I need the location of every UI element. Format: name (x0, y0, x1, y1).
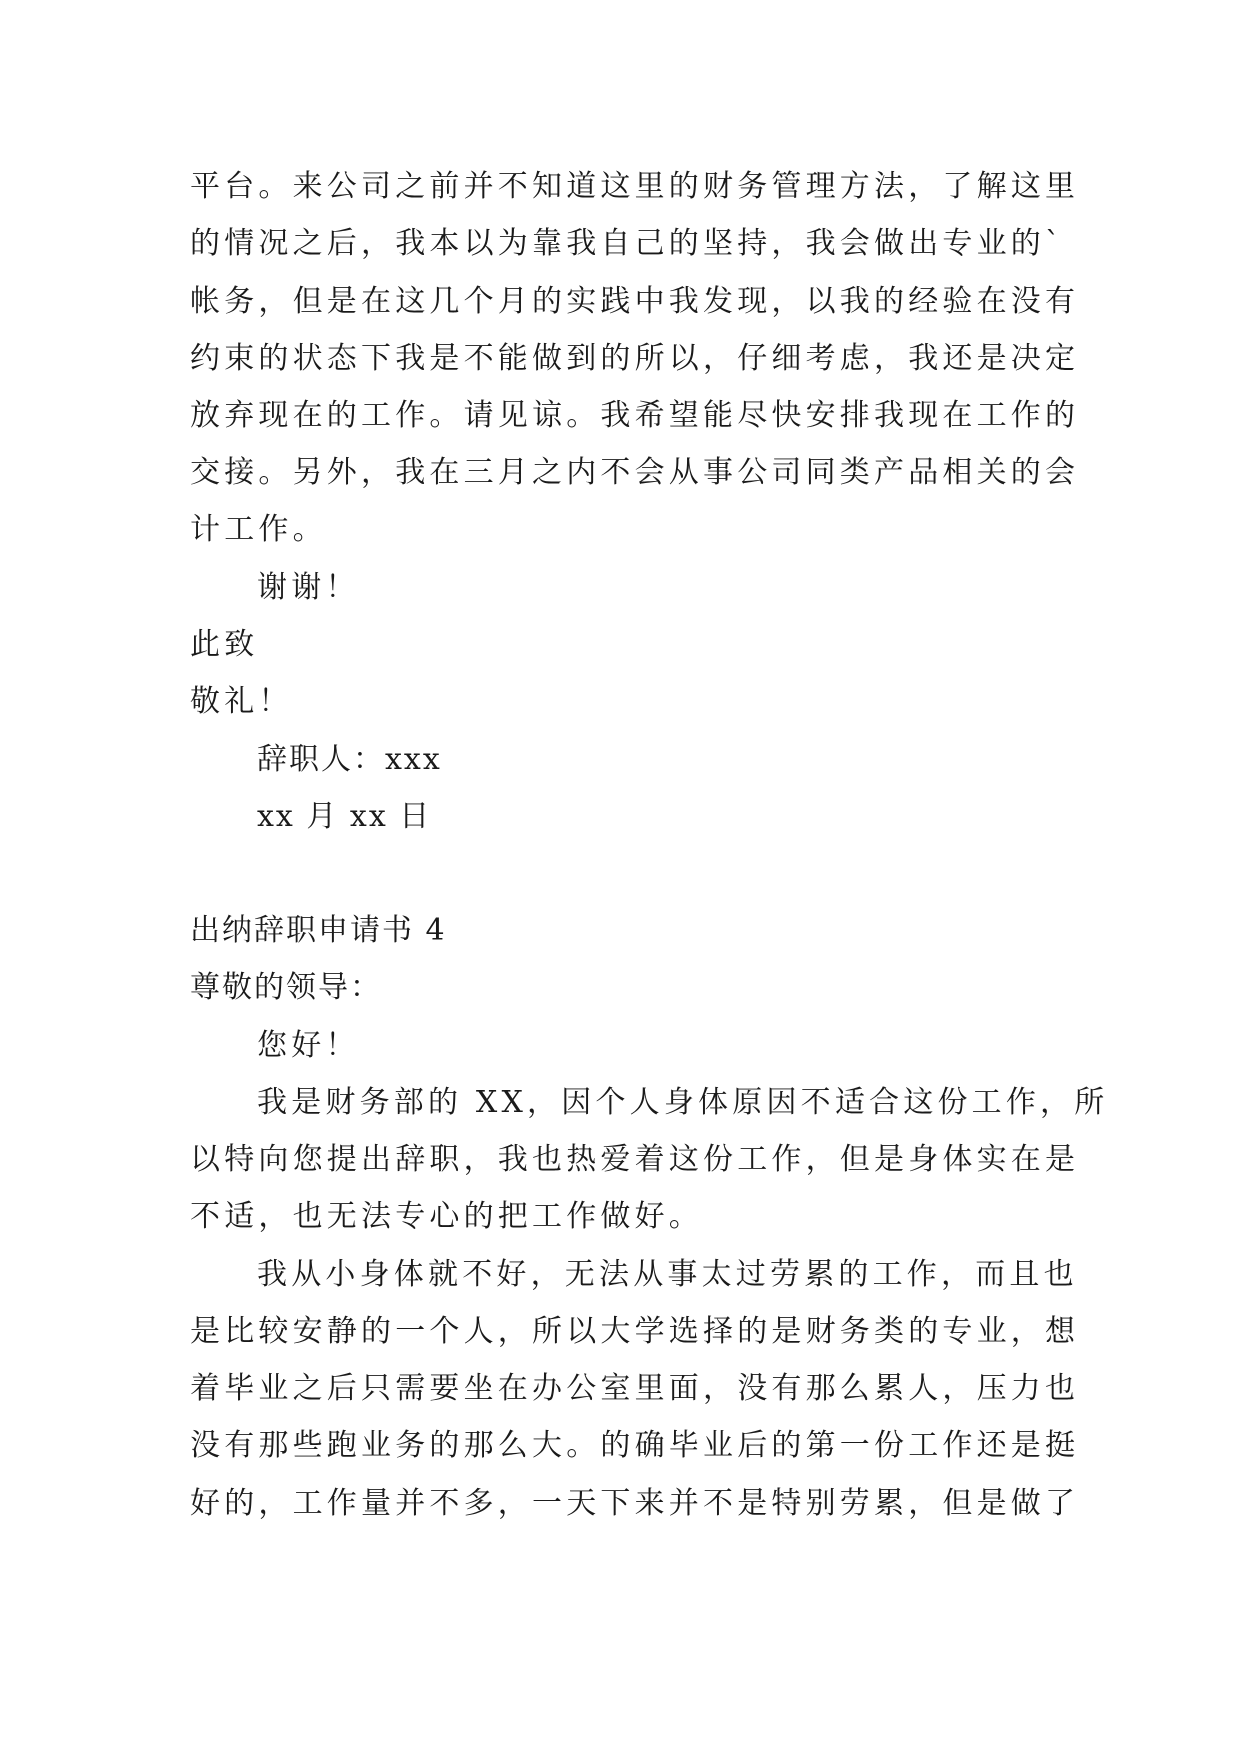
body-text-line: 没有那些跑业务的那么大。的确毕业后的第一份工作还是挺 (190, 1428, 1080, 1463)
body-text-line: 约束的状态下我是不能做到的所以，仔细考虑，我还是决定 (190, 341, 1080, 376)
body-text-line: 我从小身体就不好，无法从事太过劳累的工作，而且也 (257, 1257, 1078, 1292)
body-text-line: 着毕业之后只需要坐在办公室里面，没有那么累人，压力也 (190, 1371, 1080, 1406)
salutation-text: 尊敬的领导： (190, 970, 382, 1005)
body-text-line: 帐务，但是在这几个月的实践中我发现，以我的经验在没有 (190, 284, 1080, 319)
section-title: 出纳辞职申请书 4 (190, 913, 447, 948)
body-text-line: 平台。来公司之前并不知道这里的财务管理方法，了解这里 (190, 169, 1080, 204)
closing-text: 敬礼！ (190, 684, 293, 719)
thanks-text: 谢谢！ (257, 570, 360, 605)
body-text-line: 以特向您提出辞职，我也热爱着这份工作，但是身体实在是 (190, 1142, 1080, 1177)
greeting-text: 您好！ (257, 1028, 360, 1063)
body-text-line: 不适，也无法专心的把工作做好。 (190, 1199, 703, 1234)
body-text-line: 放弃现在的工作。请见谅。我希望能尽快安排我现在工作的 (190, 398, 1080, 433)
closing-text: 此致 (190, 627, 259, 662)
body-text-line: 交接。另外，我在三月之内不会从事公司同类产品相关的会 (190, 455, 1080, 490)
body-text-line: 好的，工作量并不多，一天下来并不是特别劳累，但是做了 (190, 1486, 1080, 1521)
signer-text: 辞职人：xxx (257, 742, 442, 777)
body-text-line: 我是财务部的 XX，因个人身体原因不适合这份工作，所 (257, 1085, 1109, 1120)
body-text-line: 的情况之后，我本以为靠我自己的坚持，我会做出专业的` (190, 226, 1065, 261)
body-text-line: 是比较安静的一个人，所以大学选择的是财务类的专业，想 (190, 1314, 1080, 1349)
body-text-line: 计工作。 (190, 512, 327, 547)
date-text: xx 月 xx 日 (257, 799, 432, 834)
